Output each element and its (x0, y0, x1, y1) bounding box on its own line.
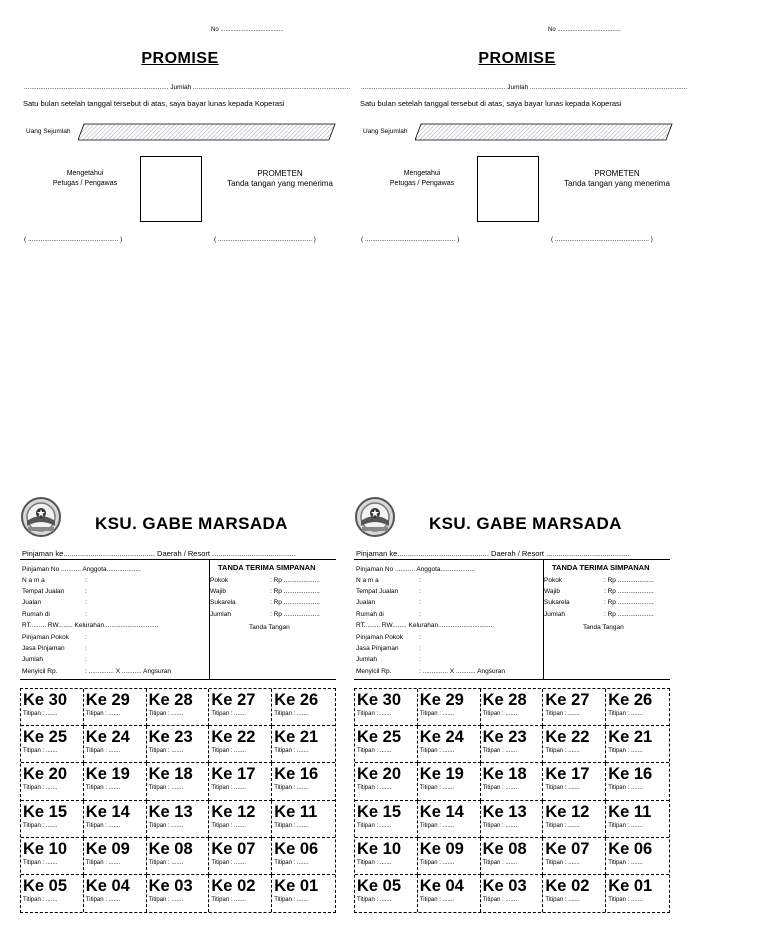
simpanan-pokok-field[interactable]: Pokok : Rp .................... (544, 577, 654, 584)
installment-number: Ke 20 (23, 765, 68, 784)
installment-number: Ke 23 (482, 728, 527, 747)
installment-cell[interactable] (84, 763, 147, 800)
simpanan-wajib-field[interactable]: Wajib : Rp .................... (544, 588, 654, 595)
titipan-field[interactable]: Titipan : ....... (419, 748, 455, 755)
installment-cell[interactable] (481, 801, 544, 838)
titipan-field[interactable]: Titipan : ....... (211, 859, 246, 866)
simpanan-pokok-field[interactable]: Pokok : Rp .................... (210, 577, 320, 584)
rumah-field[interactable]: Rumah di : (356, 611, 421, 618)
divider (354, 559, 670, 560)
installment-number: Ke 13 (148, 802, 193, 821)
tempat-jualan-field[interactable]: Tempat Jualan : (22, 588, 87, 595)
titipan-field[interactable]: Titipan : ....... (482, 822, 518, 829)
titipan-field[interactable]: Titipan : ....... (274, 785, 309, 792)
titipan-field[interactable]: Titipan : ....... (608, 859, 643, 866)
ksu-card-right (354, 490, 670, 918)
installment-number: Ke 12 (211, 802, 256, 821)
installment-cell[interactable] (147, 726, 210, 763)
installment-number: Ke 06 (274, 839, 319, 858)
installment-cell[interactable] (418, 726, 481, 763)
installment-number: Ke 20 (357, 765, 402, 784)
titipan-field[interactable]: Titipan : ....... (211, 785, 246, 792)
titipan-field[interactable]: Titipan : ....... (85, 896, 121, 903)
titipan-field[interactable]: Titipan : ....... (419, 896, 455, 903)
tempat-jualan-field[interactable]: Tempat Jualan : (356, 588, 421, 595)
titipan-field[interactable]: Titipan : ....... (482, 711, 518, 717)
simpanan-sukarela-field[interactable]: Sukarela : Rp .................... (544, 599, 654, 606)
installment-number: Ke 05 (23, 876, 68, 895)
installment-number: Ke 12 (545, 802, 590, 821)
titipan-field[interactable]: Titipan : ....... (608, 822, 643, 829)
installment-cell[interactable] (21, 838, 84, 875)
titipan-field[interactable]: Titipan : ....... (148, 748, 184, 755)
jualan-field[interactable]: Jualan : (356, 599, 421, 606)
installment-number: Ke 11 (608, 802, 652, 821)
titipan-field[interactable]: Titipan : ....... (357, 859, 392, 866)
simpanan-wajib-field[interactable]: Wajib : Rp .................... (210, 588, 320, 595)
prometen-block (216, 169, 344, 189)
installment-number: Ke 08 (148, 839, 193, 858)
promise-statement: Satu bulan setelah tanggal tersebut di atas, saya bayar lunas kepada Koperasi (23, 99, 285, 108)
titipan-field[interactable]: Titipan : ....... (274, 748, 309, 755)
installment-number: Ke 28 (482, 691, 527, 709)
installment-cell[interactable] (147, 801, 210, 838)
installment-cell[interactable] (209, 838, 272, 875)
titipan-field[interactable]: Titipan : ....... (274, 822, 309, 829)
installment-number: Ke 17 (545, 765, 590, 784)
titipan-field[interactable]: Titipan : ....... (608, 896, 643, 903)
installment-number: Ke 09 (85, 839, 130, 858)
mengetahui-label: Mengetahui (403, 170, 441, 177)
titipan-field[interactable]: Titipan : ....... (23, 859, 58, 866)
prometen-block (553, 169, 681, 189)
pinjaman-no-field[interactable]: Pinjaman No ........... Anggota................... (22, 566, 141, 573)
installment-number: Ke 14 (85, 802, 130, 821)
installment-cell[interactable] (84, 801, 147, 838)
installment-number: Ke 02 (545, 876, 590, 895)
installment-cell[interactable] (209, 801, 272, 838)
installment-number: Ke 16 (608, 765, 653, 784)
rt-rw-field[interactable]: RT......... RW........ Kelurahan.............................. (356, 622, 493, 629)
installment-cell[interactable] (21, 801, 84, 838)
installment-cell[interactable] (543, 763, 606, 800)
stamp-box[interactable] (140, 156, 202, 222)
installment-cell[interactable] (84, 875, 147, 912)
promise-no-field[interactable]: No ...................................... (548, 27, 621, 33)
installment-cell[interactable] (606, 801, 669, 838)
installment-cell[interactable] (418, 689, 481, 726)
titipan-field[interactable]: Titipan : ....... (85, 748, 121, 755)
installment-number: Ke 22 (211, 728, 256, 747)
titipan-field[interactable]: Titipan : ....... (148, 896, 184, 903)
installment-number: Ke 26 (608, 691, 653, 709)
jasa-pinjaman-field[interactable]: Jasa Pinjaman : (356, 645, 421, 652)
installment-number: Ke 15 (357, 802, 402, 821)
installment-number: Ke 03 (148, 876, 193, 895)
rt-rw-field[interactable]: RT......... RW........ Kelurahan.............................. (22, 622, 159, 629)
mengetahui-block (362, 169, 482, 189)
installment-cell[interactable] (606, 689, 669, 726)
installment-grid (20, 688, 336, 913)
nama-field[interactable]: N a m a : (356, 577, 421, 584)
titipan-field[interactable]: Titipan : ....... (23, 822, 58, 829)
installment-cell[interactable] (355, 801, 418, 838)
signature-line-right[interactable]: ( .................................................... ) (214, 236, 316, 243)
titipan-field[interactable]: Titipan : ....... (419, 785, 455, 792)
installment-number: Ke 29 (85, 691, 130, 709)
installment-number: Ke 19 (85, 765, 130, 784)
titipan-field[interactable]: Titipan : ....... (23, 748, 58, 755)
installment-cell[interactable] (21, 726, 84, 763)
ksu-card-left (20, 490, 336, 918)
titipan-field[interactable]: Titipan : ....... (148, 711, 184, 717)
installment-cell[interactable] (418, 763, 481, 800)
titipan-field[interactable]: Titipan : ....... (545, 896, 580, 903)
installment-cell[interactable] (418, 838, 481, 875)
installment-number: Ke 27 (545, 691, 590, 709)
titipan-field[interactable]: Titipan : ....... (23, 896, 58, 903)
installment-cell[interactable] (272, 875, 335, 912)
installment-cell[interactable] (272, 838, 335, 875)
koperasi-logo-icon (20, 496, 62, 538)
titipan-field[interactable]: Titipan : ....... (211, 748, 246, 755)
tanda-tangan-label: Tanda Tangan (249, 624, 290, 631)
installment-cell[interactable] (355, 726, 418, 763)
titipan-field[interactable]: Titipan : ....... (482, 748, 518, 755)
installment-number: Ke 10 (23, 839, 68, 858)
installment-number: Ke 27 (211, 691, 256, 709)
titipan-field[interactable]: Titipan : ....... (419, 822, 455, 829)
installment-cell[interactable] (481, 875, 544, 912)
signature-line-left[interactable]: ( .................................................. ) (361, 236, 460, 243)
titipan-field[interactable]: Titipan : ....... (608, 785, 643, 792)
titipan-field[interactable]: Titipan : ....... (85, 785, 121, 792)
installment-cell[interactable] (272, 689, 335, 726)
titipan-field[interactable]: Titipan : ....... (148, 785, 184, 792)
installment-cell[interactable] (481, 838, 544, 875)
uang-sejumlah-label: Uang Sejumlah (363, 128, 408, 135)
titipan-field[interactable]: Titipan : ....... (23, 785, 58, 792)
installment-number: Ke 24 (419, 728, 464, 747)
installment-cell[interactable] (147, 763, 210, 800)
titipan-field[interactable]: Titipan : ....... (357, 822, 392, 829)
uang-sejumlah-field[interactable] (415, 123, 673, 141)
installment-cell[interactable] (147, 689, 210, 726)
titipan-field[interactable]: Titipan : ....... (274, 711, 309, 717)
uang-sejumlah-label: Uang Sejumlah (26, 128, 71, 135)
jumlah-field[interactable]: Jumlah : (22, 656, 87, 663)
mengetahui-block (25, 169, 145, 189)
installment-cell[interactable] (355, 763, 418, 800)
promise-jumlah-line[interactable]: ................................................................................ Jumlah ....................................................................................... (24, 84, 351, 91)
titipan-field[interactable]: Titipan : ....... (357, 711, 392, 717)
menyicil-field[interactable]: Menyicil Rp. : .............. X ........... Angsuran (356, 668, 505, 675)
installment-number: Ke 28 (148, 691, 193, 709)
installment-number: Ke 04 (85, 876, 130, 895)
promise-form-left (20, 0, 356, 260)
pinjaman-ke-line[interactable]: Pinjaman ke............................................ Daerah / Resort ........................................ (356, 549, 630, 558)
prometen-label: PROMETEN (594, 169, 640, 178)
pinjaman-pokok-field[interactable]: Pinjaman Pokok : (22, 634, 87, 641)
installment-cell[interactable] (84, 838, 147, 875)
installment-cell[interactable] (209, 875, 272, 912)
installment-cell[interactable] (606, 763, 669, 800)
installment-number: Ke 23 (148, 728, 193, 747)
installment-cell[interactable] (147, 875, 210, 912)
installment-number: Ke 16 (274, 765, 319, 784)
prometen-label: PROMETEN (257, 169, 303, 178)
titipan-field[interactable]: Titipan : ....... (357, 896, 392, 903)
titipan-field[interactable]: Titipan : ....... (85, 822, 121, 829)
installment-number: Ke 25 (357, 728, 402, 747)
titipan-field[interactable]: Titipan : ....... (274, 896, 309, 903)
installment-cell[interactable] (543, 689, 606, 726)
promise-title: PROMISE (478, 50, 556, 67)
mengetahui-label: Mengetahui (66, 170, 104, 177)
titipan-field[interactable]: Titipan : ....... (419, 859, 455, 866)
titipan-field[interactable]: Titipan : ....... (211, 822, 246, 829)
installment-number: Ke 19 (419, 765, 464, 784)
tanda-terima-title: TANDA TERIMA SIMPANAN (218, 563, 316, 572)
rumah-field[interactable]: Rumah di : (22, 611, 87, 618)
installment-number: Ke 11 (274, 802, 318, 821)
pinjaman-ke-line[interactable]: Pinjaman ke............................................ Daerah / Resort ........................................ (22, 549, 296, 558)
promise-jumlah-line[interactable]: ................................................................................ Jumlah ....................................................................................... (361, 84, 688, 91)
installment-cell[interactable] (418, 875, 481, 912)
petugas-label: Petugas / Pengawas (52, 180, 118, 187)
installment-cell[interactable] (543, 801, 606, 838)
installment-cell[interactable] (147, 838, 210, 875)
divider (20, 679, 336, 680)
stamp-box[interactable] (477, 156, 539, 222)
installment-cell[interactable] (481, 726, 544, 763)
installment-cell[interactable] (21, 763, 84, 800)
installment-cell[interactable] (272, 726, 335, 763)
installment-number: Ke 17 (211, 765, 256, 784)
installment-cell[interactable] (481, 689, 544, 726)
tanda-terima-title: TANDA TERIMA SIMPANAN (552, 563, 650, 572)
installment-number: Ke 01 (608, 876, 653, 895)
installment-number: Ke 05 (357, 876, 402, 895)
installment-cell[interactable] (355, 689, 418, 726)
titipan-field[interactable]: Titipan : ....... (545, 859, 580, 866)
titipan-field[interactable]: Titipan : ....... (357, 748, 392, 755)
promise-no-field[interactable]: No ...................................... (211, 27, 284, 33)
titipan-field[interactable]: Titipan : ....... (148, 859, 184, 866)
installment-number: Ke 29 (419, 691, 464, 709)
titipan-field[interactable]: Titipan : ....... (545, 822, 580, 829)
installment-number: Ke 10 (357, 839, 402, 858)
promise-title: PROMISE (141, 50, 219, 67)
installment-cell[interactable] (481, 763, 544, 800)
uang-sejumlah-field[interactable] (78, 123, 336, 141)
installment-number: Ke 13 (482, 802, 527, 821)
simpanan-sukarela-field[interactable]: Sukarela : Rp .................... (210, 599, 320, 606)
koperasi-title: KSU. GABE MARSADA (95, 514, 288, 533)
installment-number: Ke 02 (211, 876, 256, 895)
titipan-field[interactable]: Titipan : ....... (608, 748, 643, 755)
signature-line-left[interactable]: ( .................................................. ) (24, 236, 123, 243)
promise-statement: Satu bulan setelah tanggal tersebut di atas, saya bayar lunas kepada Koperasi (360, 99, 622, 108)
jualan-field[interactable]: Jualan : (22, 599, 87, 606)
installment-cell[interactable] (21, 875, 84, 912)
titipan-field[interactable]: Titipan : ....... (545, 785, 580, 792)
menyicil-field[interactable]: Menyicil Rp. : .............. X ........... Angsuran (22, 668, 171, 675)
titipan-field[interactable]: Titipan : ....... (419, 711, 455, 717)
titipan-field[interactable]: Titipan : ....... (211, 896, 246, 903)
installment-cell[interactable] (209, 763, 272, 800)
installment-cell[interactable] (209, 726, 272, 763)
simpanan-jumlah-field[interactable]: Jumlah : Rp .................... (210, 611, 320, 618)
installment-number: Ke 01 (274, 876, 319, 895)
installment-cell[interactable] (272, 763, 335, 800)
installment-number: Ke 18 (148, 765, 193, 784)
titipan-field[interactable]: Titipan : ....... (148, 822, 184, 829)
installment-number: Ke 07 (545, 839, 590, 858)
installment-number: Ke 26 (274, 691, 319, 709)
nama-field[interactable]: N a m a : (22, 577, 87, 584)
titipan-field[interactable]: Titipan : ....... (482, 896, 518, 903)
simpanan-jumlah-field[interactable]: Jumlah : Rp .................... (544, 611, 654, 618)
installment-cell[interactable] (272, 801, 335, 838)
petugas-label: Petugas / Pengawas (389, 180, 455, 187)
jasa-pinjaman-field[interactable]: Jasa Pinjaman : (22, 645, 87, 652)
jumlah-field[interactable]: Jumlah : (356, 656, 421, 663)
installment-cell[interactable] (21, 689, 84, 726)
installment-number: Ke 07 (211, 839, 256, 858)
pinjaman-no-field[interactable]: Pinjaman No ........... Anggota................... (356, 566, 475, 573)
installment-cell[interactable] (84, 689, 147, 726)
installment-number: Ke 14 (419, 802, 464, 821)
installment-cell[interactable] (355, 838, 418, 875)
installment-number: Ke 03 (482, 876, 527, 895)
installment-number: Ke 09 (419, 839, 464, 858)
koperasi-logo-icon (354, 496, 396, 538)
installment-number: Ke 30 (357, 691, 402, 709)
divider (20, 559, 336, 560)
installment-number: Ke 25 (23, 728, 68, 747)
titipan-field[interactable]: Titipan : ....... (545, 711, 580, 717)
installment-number: Ke 18 (482, 765, 527, 784)
titipan-field[interactable]: Titipan : ....... (357, 785, 392, 792)
tanda-penerima-label: Tanda tangan yang menerima (227, 179, 333, 188)
installment-cell[interactable] (606, 838, 669, 875)
titipan-field[interactable]: Titipan : ....... (85, 711, 121, 717)
titipan-field[interactable]: Titipan : ....... (274, 859, 309, 866)
installment-cell[interactable] (606, 726, 669, 763)
divider (354, 679, 670, 680)
installment-grid (354, 688, 670, 913)
installment-number: Ke 22 (545, 728, 590, 747)
installment-cell[interactable] (606, 875, 669, 912)
installment-number: Ke 04 (419, 876, 464, 895)
installment-number: Ke 21 (608, 728, 653, 747)
installment-number: Ke 24 (85, 728, 130, 747)
titipan-field[interactable]: Titipan : ....... (23, 711, 58, 717)
installment-number: Ke 30 (23, 691, 68, 709)
installment-cell[interactable] (543, 875, 606, 912)
installment-cell[interactable] (543, 838, 606, 875)
installment-number: Ke 08 (482, 839, 527, 858)
signature-line-right[interactable]: ( .................................................... ) (551, 236, 653, 243)
titipan-field[interactable]: Titipan : ....... (545, 748, 580, 755)
installment-cell[interactable] (543, 726, 606, 763)
titipan-field[interactable]: Titipan : ....... (482, 859, 518, 866)
installment-cell[interactable] (418, 801, 481, 838)
tanda-penerima-label: Tanda tangan yang menerima (564, 179, 670, 188)
installment-number: Ke 06 (608, 839, 653, 858)
installment-cell[interactable] (209, 689, 272, 726)
installment-number: Ke 21 (274, 728, 319, 747)
installment-number: Ke 15 (23, 802, 68, 821)
installment-cell[interactable] (84, 726, 147, 763)
titipan-field[interactable]: Titipan : ....... (211, 711, 246, 717)
titipan-field[interactable]: Titipan : ....... (85, 859, 121, 866)
titipan-field[interactable]: Titipan : ....... (608, 711, 643, 717)
promise-form-right (357, 0, 693, 260)
installment-cell[interactable] (355, 875, 418, 912)
pinjaman-pokok-field[interactable]: Pinjaman Pokok : (356, 634, 421, 641)
tanda-tangan-label: Tanda Tangan (583, 624, 624, 631)
koperasi-title: KSU. GABE MARSADA (429, 514, 622, 533)
titipan-field[interactable]: Titipan : ....... (482, 785, 518, 792)
